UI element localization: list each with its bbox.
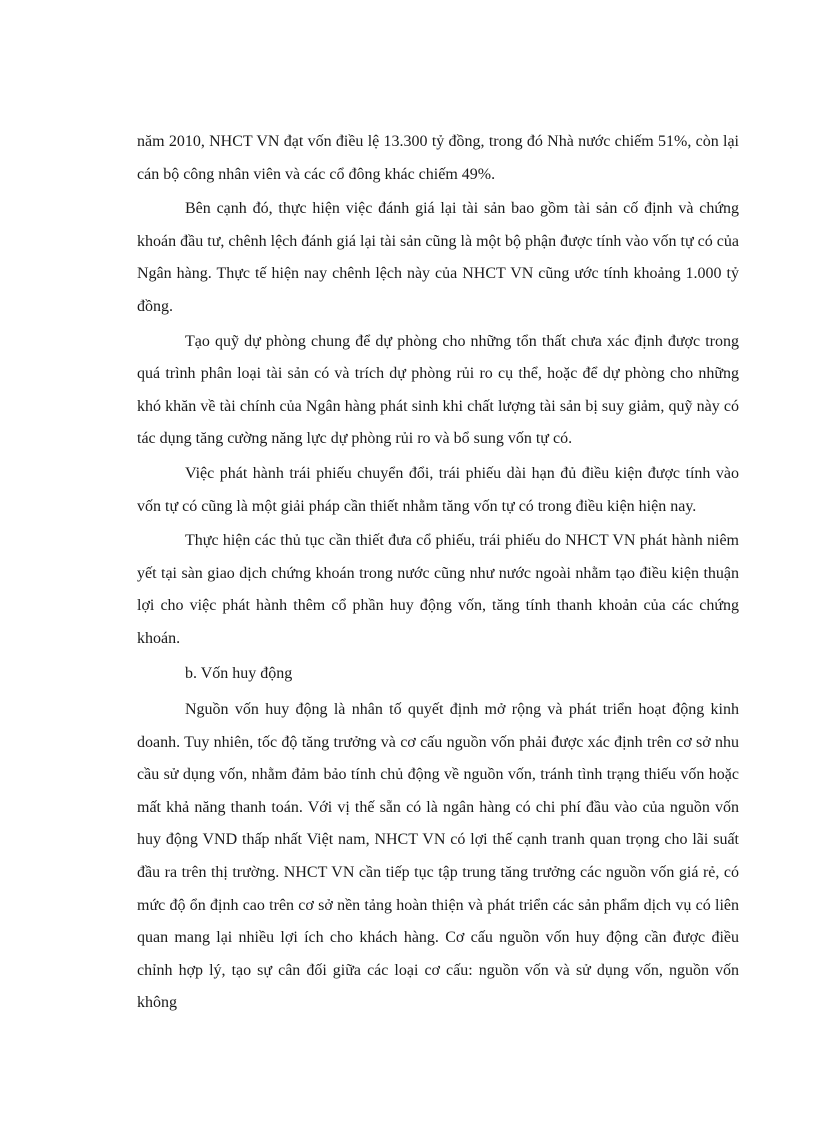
paragraph-mobilized-capital: Nguồn vốn huy động là nhân tố quyết định mở rộng và phát triển hoạt động kinh doanh. Tuy nhiên, tốc độ tăng trưởng và cơ cấu nguồn vốn phải được xác định trên cơ sở nhu cầu sử dụng vốn, nhằm đảm bảo tính chủ động về nguồn vốn, tránh tình trạng thiếu vốn hoặc mất khả năng thanh toán. Với vị thế sẵn có là ngân hàng có chi phí đầu vào của nguồn vốn huy động VND thấp nhất Việt nam, NHCT VN có lợi thế cạnh tranh quan trọng cho lãi suất đầu ra trên thị trường. NHCT VN cần tiếp tục tập trung tăng trưởng các nguồn vốn giá rẻ, có mức độ ổn định cao trên cơ sở nền tảng hoàn thiện và phát triển các sản phẩm dịch vụ có liên quan mang lại nhiều lợi ích cho khách hàng. Cơ cấu nguồn vốn huy động cần được điều chỉnh hợp lý, tạo sự cân đối giữa các loại cơ cấu: nguồn vốn và sử dụng vốn, nguồn vốn không bbox=[137, 701, 739, 1012]
paragraph-provision-fund: Tạo quỹ dự phòng chung để dự phòng cho những tổn thất chưa xác định được trong quá trình phân loại tài sản có và trích dự phòng rủi ro cụ thể, hoặc để dự phòng cho những khó khăn về tài chính của Ngân hàng phát sinh khi chất lượng tài sản bị suy giảm, quỹ này có tác dụng tăng cường năng lực dự phòng rủi ro và bổ sung vốn tự có. bbox=[137, 332, 739, 448]
paragraph-capital-2010: năm 2010, NHCT VN đạt vốn điều lệ 13.300 tỷ đồng, trong đó Nhà nước chiếm 51%, còn lại cán bộ công nhân viên và các cổ đông khác chiếm 49%. bbox=[137, 133, 739, 183]
document-body bbox=[137, 126, 739, 1020]
section-heading-mobilized-capital: b. Vốn huy động bbox=[185, 664, 293, 682]
paragraph-listing: Thực hiện các thủ tục cần thiết đưa cổ phiếu, trái phiếu do NHCT VN phát hành niêm yết tại sàn giao dịch chứng khoán trong nước cũng như nước ngoài nhằm tạo điều kiện thuận lợi cho việc phát hành thêm cổ phần huy động vốn, tăng tính thanh khoản của các chứng khoán. bbox=[137, 532, 739, 647]
paragraph-convertible-bonds: Việc phát hành trái phiếu chuyển đổi, trái phiếu dài hạn đủ điều kiện được tính vào vốn tự có cũng là một giải pháp cần thiết nhằm tăng vốn tự có trong điều kiện hiện nay. bbox=[137, 464, 739, 515]
paragraph-asset-revaluation: Bên cạnh đó, thực hiện việc đánh giá lại tài sản bao gồm tài sản cố định và chứng khoán đầu tư, chênh lệch đánh giá lại tài sản cũng là một bộ phận được tính vào vốn tự có của Ngân hàng. Thực tế hiện nay chênh lệch này của NHCT VN cũng ước tính khoảng 1.000 tỷ đồng. bbox=[137, 200, 739, 315]
